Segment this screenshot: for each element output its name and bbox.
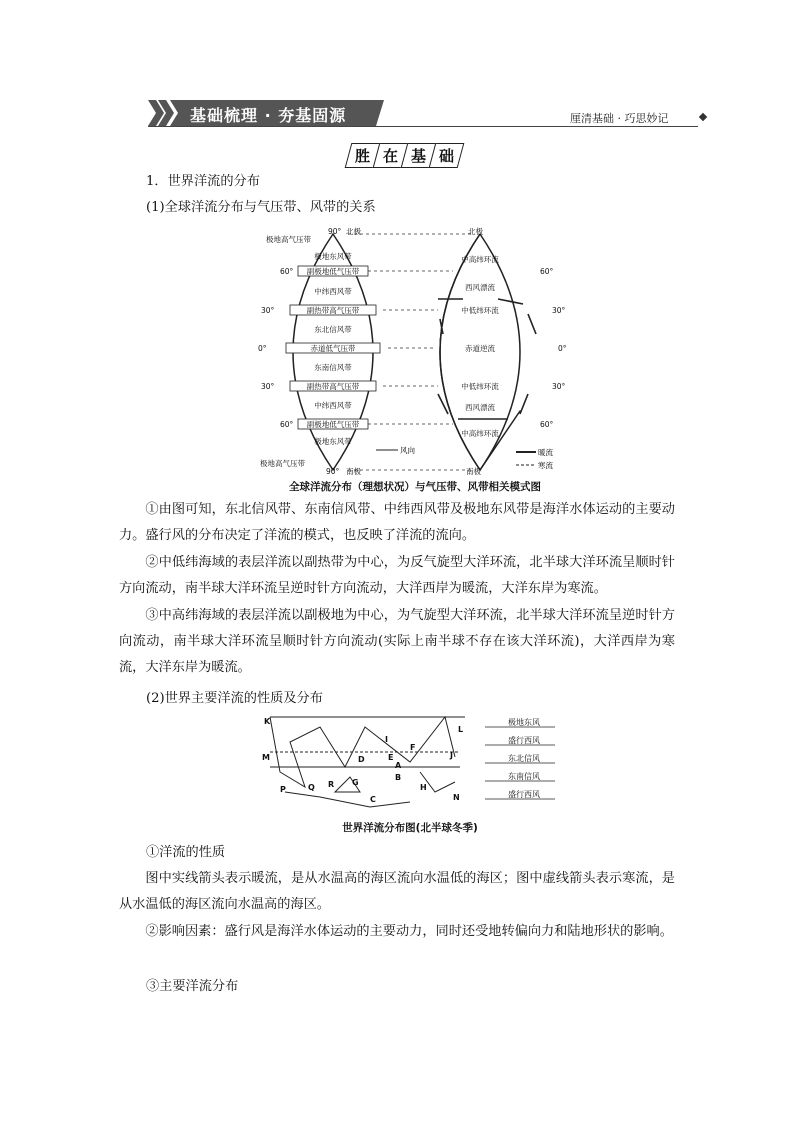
svg-text:I: I [385,735,388,744]
svg-text:东南信风: 东南信风 [508,772,540,781]
svg-text:东北信风带: 东北信风带 [314,325,352,334]
svg-text:极地高气压带: 极地高气压带 [260,459,305,468]
svg-text:西风漂流: 西风漂流 [465,283,495,292]
svg-text:南极: 南极 [346,467,361,476]
svg-text:F: F [410,743,416,752]
svg-text:盛行西风: 盛行西风 [508,790,540,799]
svg-text:极地东风: 极地东风 [508,718,540,727]
svg-text:北极: 北极 [468,227,483,236]
svg-text:副极地低气压带: 副极地低气压带 [306,420,360,429]
svg-text:副热带高气压带: 副热带高气压带 [306,306,360,315]
paragraph-5: ②影响因素：盛行风是海洋水体运动的主要动力，同时还受地转偏向力和陆地形状的影响。 [145,924,673,939]
svg-text:60°: 60° [280,420,294,429]
heading-1: 1．世界洋流的分布 [146,174,260,189]
svg-text:中低纬环流: 中低纬环流 [461,306,499,315]
item-1: ①洋流的性质 [146,845,226,860]
paragraph-2: ②中低纬海域的表层洋流以副热带为中心，为反气旋型大洋环流，北半球大洋环流呈顺时针方向流动，南半球大洋环流呈逆时针方向流动，大洋西岸为暖流，大洋东岸为寒流。 [119,555,675,596]
svg-text:0°: 0° [558,344,567,353]
banner-title: 基础梳理 · 夯基固源 [190,106,347,125]
svg-text:东南信风带: 东南信风带 [314,363,352,372]
svg-text:寒流: 寒流 [538,461,553,470]
heading-2-sub: (2)世界主要洋流的性质及分布 [146,691,323,706]
svg-text:0°: 0° [258,344,267,353]
svg-text:30°: 30° [261,306,275,315]
svg-text:60°: 60° [540,420,554,429]
svg-text:风向: 风向 [400,446,415,455]
svg-text:极地高气压带: 极地高气压带 [266,235,311,244]
svg-text:东北信风: 东北信风 [508,754,540,763]
svg-text:中高纬环流: 中高纬环流 [461,255,499,264]
item-3: ③主要洋流分布 [146,979,239,994]
paragraph-3: ③中高纬海域的表层洋流以副极地为中心，为气旋型大洋环流，北半球大洋环流呈逆时针方向流动，南半球大洋环流呈顺时针方向流动(实际上南半球不存在该大洋环流)，大洋西岸为寒流，大洋东岸为暖流。 [119,608,675,675]
svg-text:P: P [280,785,286,794]
svg-text:南极: 南极 [466,467,481,476]
diamond-icon [699,113,707,121]
svg-text:中纬西风带: 中纬西风带 [314,401,352,410]
svg-text:K: K [264,717,271,726]
svg-text:赤道逆流: 赤道逆流 [465,344,495,353]
svg-text:J: J [450,751,453,760]
svg-text:北极: 北极 [346,227,361,236]
svg-text:90°: 90° [328,227,342,236]
svg-text:B: B [395,773,402,782]
svg-text:西风漂流: 西风漂流 [465,403,495,412]
svg-text:中高纬环流: 中高纬环流 [461,429,499,438]
svg-text:赤道低气压带: 赤道低气压带 [310,344,356,353]
figure-world-currents-map [260,712,560,812]
figure2-caption: 世界洋流分布图(北半球冬季) [342,822,478,834]
svg-text:90°: 90° [326,467,340,476]
tab-char: 基 [401,143,437,168]
svg-text:G: G [352,778,359,787]
svg-text:30°: 30° [552,306,566,315]
svg-text:中纬西风带: 中纬西风带 [314,287,352,296]
svg-text:E: E [388,753,394,762]
header-divider [148,126,698,127]
tab-char: 胜 [345,143,381,168]
heading-1-sub: (1)全球洋流分布与气压带、风带的关系 [146,200,376,215]
svg-text:30°: 30° [552,382,566,391]
svg-text:N: N [453,793,460,802]
svg-text:极地东风带: 极地东风带 [314,252,352,261]
svg-text:副极地低气压带: 副极地低气压带 [306,267,360,276]
header-right-text: 厘清基础 · 巧思妙记 [570,112,669,125]
svg-text:M: M [262,753,270,762]
svg-text:H: H [420,783,427,792]
section-tab [348,143,460,168]
tab-char: 础 [429,143,465,168]
svg-text:L: L [458,725,464,734]
svg-text:Q: Q [308,783,315,792]
svg-text:中低纬环流: 中低纬环流 [461,382,499,391]
figure-wind-current-diagram [258,224,572,480]
paragraph-1: ①由图可知，东北信风带、东南信风带、中纬西风带及极地东风带是海洋水体运动的主要动力。盛行风的分布决定了洋流的模式，也反映了洋流的流向。 [119,502,675,543]
svg-text:极地东风带: 极地东风带 [314,437,352,446]
svg-text:副热带高气压带: 副热带高气压带 [306,382,360,391]
svg-text:盛行西风: 盛行西风 [508,736,540,745]
figure1-caption: 全球洋流分布（理想状况）与气压带、风带相关模式图 [289,481,541,493]
svg-text:30°: 30° [261,382,275,391]
svg-text:暖流: 暖流 [538,448,553,457]
svg-text:D: D [358,755,365,764]
svg-text:60°: 60° [540,267,554,276]
svg-text:A: A [395,761,402,770]
paragraph-4: 图中实线箭头表示暖流，是从水温高的海区流向水温低的海区；图中虚线箭头表示寒流，是从水温低的海区流向水温高的海区。 [119,871,675,912]
svg-text:60°: 60° [280,267,294,276]
tab-char: 在 [373,143,409,168]
svg-text:C: C [370,795,376,804]
svg-text:R: R [328,780,335,789]
